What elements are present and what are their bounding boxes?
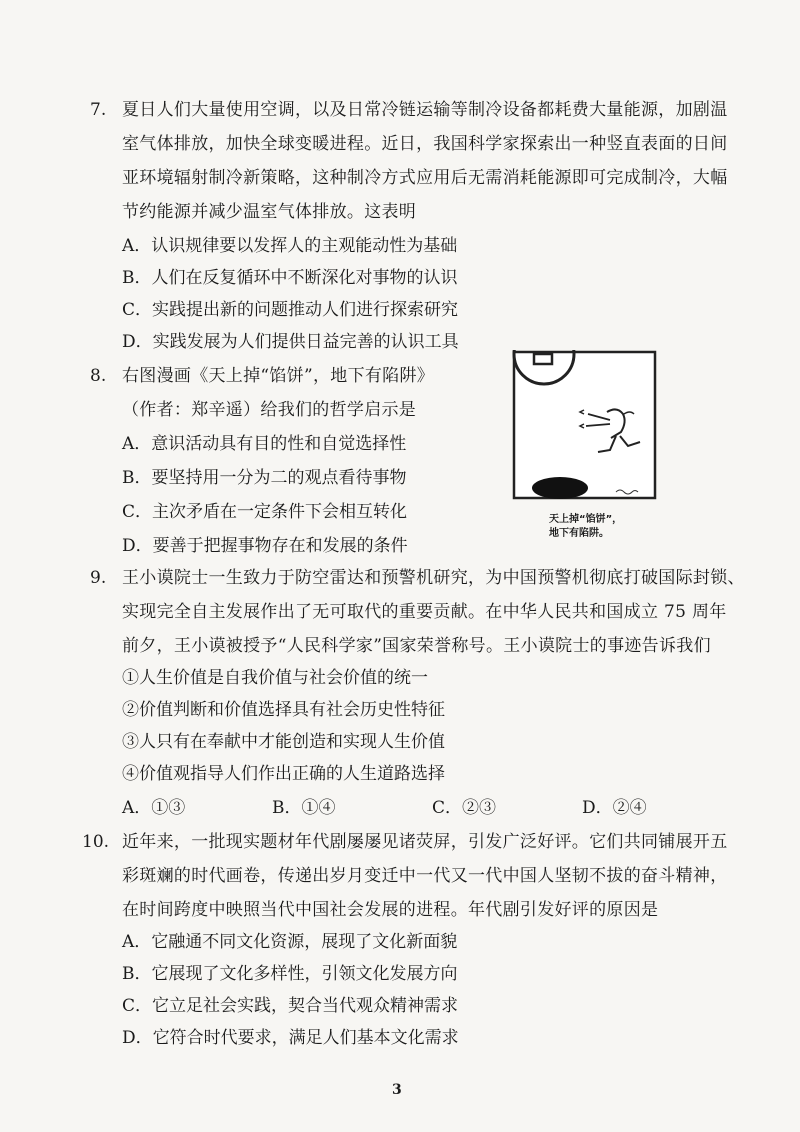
question-text-line: 近年来，一批现实题材年代剧屡屡见诸荧屏，引发广泛好评。它们共同铺展开五: [122, 832, 728, 852]
question-text-line: 实现完全自主发展作出了无可取代的重要贡献。在中华人民共和国成立 75 周年: [122, 602, 727, 622]
cartoon-caption: [549, 513, 669, 541]
question-text-line: （作者：郑辛遥）给我们的哲学启示是: [122, 400, 417, 420]
question-text-line: 亚环境辐射制冷新策略，这种制冷方式应用后无需消耗能源即可完成制冷，大幅: [122, 168, 728, 188]
question-text-line: 节约能源并减少温室气体排放。这表明: [122, 202, 417, 222]
option-b: B．要坚持用一分为二的观点看待事物: [122, 468, 407, 488]
option-d: D．它符合时代要求，满足人们基本文化需求: [122, 1028, 459, 1048]
question-text-line: 室气体排放，加快全球变暖进程。近日，我国科学家探索出一种竖直表面的日间: [122, 134, 728, 154]
option-c: C．主次矛盾在一定条件下会相互转化: [122, 502, 408, 522]
statement-3: ③人只有在奉献中才能创造和实现人生价值: [122, 732, 445, 752]
question-text-line: 前夕，王小谟被授予“人民科学家”国家荣誉称号。王小谟院士的事迹告诉我们: [122, 636, 711, 656]
question-text-line: 右图漫画《天上掉“馅饼”，地下有陷阱》: [122, 366, 435, 386]
option-b: B．人们在反复循环中不断深化对事物的认识: [122, 268, 458, 288]
statement-1: ①人生价值是自我价值与社会价值的统一: [122, 668, 428, 688]
question-number: 7.: [90, 100, 107, 120]
statement-2: ②价值判断和价值选择具有社会历史性特征: [122, 700, 445, 720]
question-text-line: 王小谟院士一生致力于防空雷达和预警机研究，为中国预警机彻底打破国际封锁、: [122, 568, 745, 588]
choice-d: D．②④: [582, 798, 647, 818]
question-text-line: 夏日人们大量使用空调，以及日常冷链运输等制冷设备都耗费大量能源，加剧温: [122, 100, 728, 120]
option-d: D．实践发展为人们提供日益完善的认识工具: [122, 332, 459, 352]
question-number: 8.: [90, 366, 107, 386]
choice-a: A．①③: [122, 798, 186, 818]
option-c: C．它立足社会实践，契合当代观众精神需求: [122, 996, 459, 1016]
caption-line: 地下有陷阱。: [549, 528, 609, 539]
option-a: A．认识规律要以发挥人的主观能动性为基础: [122, 236, 458, 256]
cartoon-illustration: [512, 350, 657, 500]
choice-b: B．①④: [272, 798, 336, 818]
question-text-line: 彩斑斓的时代画卷，传递出岁月变迁中一代又一代中国人坚韧不拔的奋斗精神，: [122, 866, 728, 886]
question-text-line: 在时间跨度中映照当代中国社会发展的进程。年代剧引发好评的原因是: [122, 900, 659, 920]
option-a: A．它融通不同文化资源，展现了文化新面貌: [122, 932, 458, 952]
option-d: D．要善于把握事物存在和发展的条件: [122, 536, 408, 556]
statement-4: ④价值观指导人们作出正确的人生道路选择: [122, 764, 445, 784]
choice-c: C．②③: [432, 798, 497, 818]
option-c: C．实践提出新的问题推动人们进行探索研究: [122, 300, 459, 320]
question-number: 10.: [82, 832, 110, 852]
caption-line: 天上掉“馅饼”，: [549, 514, 623, 525]
question-number: 9.: [90, 568, 107, 588]
option-a: A．意识活动具有目的性和自觉选择性: [122, 434, 407, 454]
page-number: 3: [392, 1082, 402, 1098]
option-b: B．它展现了文化多样性，引领文化发展方向: [122, 964, 458, 984]
